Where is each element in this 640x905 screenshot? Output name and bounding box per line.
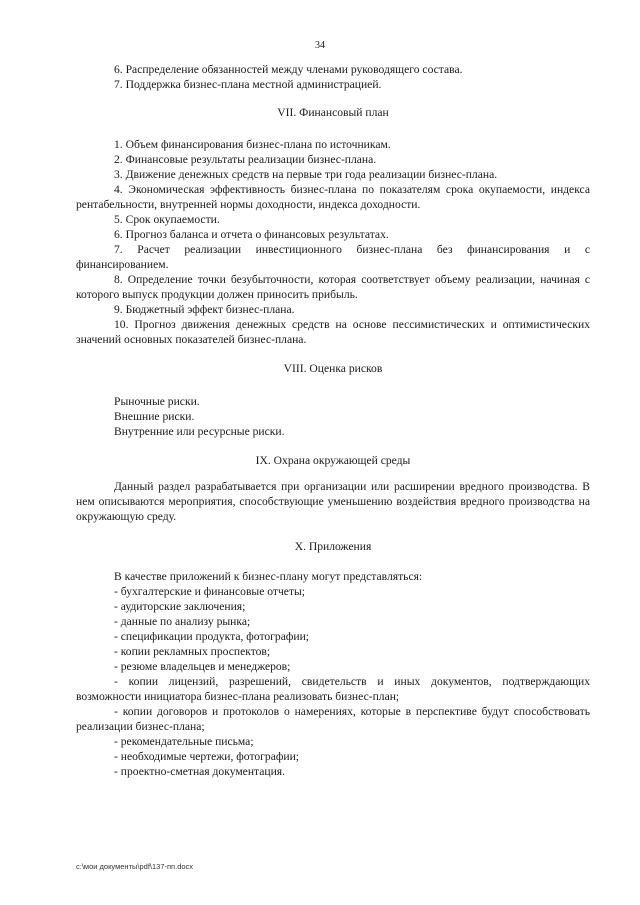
section-10-lead: В качестве приложений к бизнес-плану могут представляться: bbox=[114, 570, 423, 583]
list-item: - данные по анализу рынка; bbox=[114, 615, 251, 628]
list-item: - необходимые чертежи, фотографии; bbox=[114, 750, 300, 763]
list-item: - копии лицензий, разрешений, свидетельств и иных документов, подтверждающих возможности инициатора бизнес-плана реализовать бизнес-план; bbox=[76, 675, 590, 703]
footer-file-path: c:\мои документы\pdf\137-пп.docx bbox=[76, 862, 194, 871]
section-8-list bbox=[76, 394, 590, 439]
list-item: 3. Движение денежных средств на первые три года реализации бизнес-плана. bbox=[114, 168, 498, 181]
section-8-title: VIII. Оценка рисков bbox=[283, 362, 383, 375]
list-item: 7. Расчет реализации инвестиционного бизнес-плана без финансирования и с финансированием. bbox=[76, 243, 590, 271]
page-number: 34 bbox=[315, 40, 325, 51]
list-item: 6. Распределение обязанностей между членами руководящего состава. bbox=[114, 63, 463, 76]
list-item: - бухгалтерские и финансовые отчеты; bbox=[114, 585, 306, 598]
intro-list bbox=[76, 62, 590, 92]
section-7-list bbox=[76, 137, 590, 347]
list-item: 10. Прогноз движения денежных средств на основе пессимистических и оптимистических значений основных показателей бизнес-плана. bbox=[76, 318, 590, 346]
list-item: - спецификации продукта, фотографии; bbox=[114, 630, 309, 643]
list-item: - рекомендательные письма; bbox=[114, 735, 254, 748]
list-item: Внешние риски. bbox=[114, 410, 195, 423]
list-item: 6. Прогноз баланса и отчета о финансовых результатах. bbox=[114, 228, 389, 241]
list-item: - проектно-сметная документация. bbox=[114, 765, 286, 778]
section-10-title: X. Приложения bbox=[294, 540, 372, 553]
list-item: - копии договоров и протоколов о намерениях, которые в перспективе будут способствовать реализации бизнес-плана; bbox=[76, 705, 590, 733]
list-item: 2. Финансовые результаты реализации бизнес-плана. bbox=[114, 153, 377, 166]
list-item: - резюме владельцев и менеджеров; bbox=[114, 660, 291, 673]
section-9-paragraph: Данный раздел разрабатывается при организации или расширении вредного производства. В нем описываются мероприятия, способствующие уменьшению воздействия вредного производства на окружающую среду. bbox=[76, 480, 590, 523]
list-item: 7. Поддержка бизнес-плана местной администрацией. bbox=[114, 78, 382, 91]
section-7-title: VII. Финансовый план bbox=[277, 106, 389, 119]
list-item: 5. Срок окупаемости. bbox=[114, 213, 220, 226]
list-item: 4. Экономическая эффективность бизнес-плана по показателям срока окупаемости, индекса рентабельности, внутренней нормы доходности, индекса доходности. bbox=[76, 183, 590, 211]
list-item: - аудиторские заключения; bbox=[114, 600, 246, 613]
list-item: 8. Определение точки безубыточности, которая соответствует объему реализации, начиная с которого выпуск продукции должен приносить прибыль. bbox=[76, 273, 590, 301]
list-item: 9. Бюджетный эффект бизнес-плана. bbox=[114, 303, 295, 316]
list-item: Внутренние или ресурсные риски. bbox=[114, 425, 285, 438]
list-item: 1. Объем финансирования бизнес-плана по источникам. bbox=[114, 138, 391, 151]
list-item: Рыночные риски. bbox=[114, 395, 200, 408]
section-9-title: IX. Охрана окружающей среды bbox=[255, 454, 411, 467]
document-body bbox=[76, 62, 590, 779]
list-item: - копии рекламных проспектов; bbox=[114, 645, 271, 658]
section-10-list bbox=[76, 584, 590, 779]
